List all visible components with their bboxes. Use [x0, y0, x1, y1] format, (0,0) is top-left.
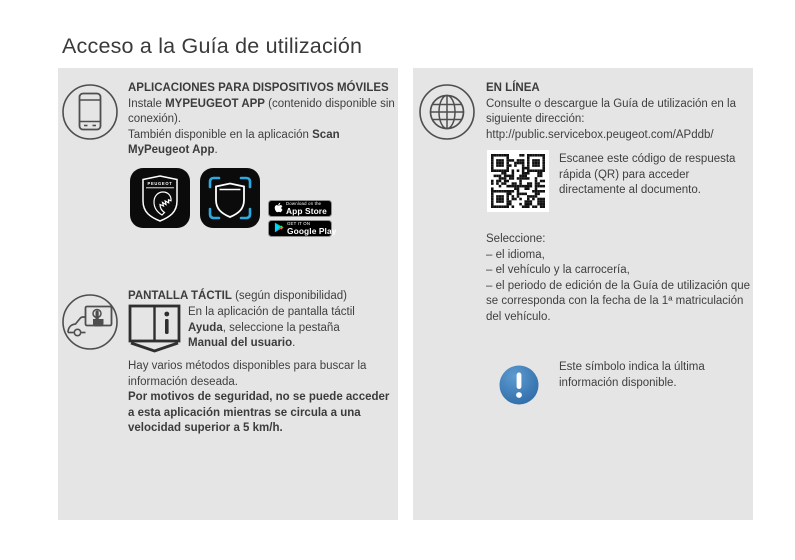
mobile-apps-text — [128, 81, 396, 159]
selection-item-language: – el idioma, — [486, 248, 545, 261]
qr-code — [487, 150, 549, 212]
selection-intro: Seleccione: — [486, 233, 546, 245]
mypeugeot-app-icon — [130, 168, 190, 228]
peugeot-wordmark: PEUGEOT — [147, 181, 173, 187]
panel-online — [413, 68, 753, 520]
install-line: Instale MYPEUGEOT APP (contenido disponible sin conexión). — [128, 97, 395, 126]
panel-mobile-apps — [58, 68, 398, 520]
qr-caption: Escanee este código de respuesta rápida (QR) para acceder directamente al documento. — [559, 153, 736, 197]
google-play-icon — [274, 220, 284, 238]
touchscreen-instructions: En la aplicación de pantalla táctil Ayuda, seleccione la pestaña Manual del usuario. — [188, 306, 355, 350]
google-play-tagline: GET IT ON — [287, 220, 311, 226]
online-text — [486, 81, 748, 143]
app-store-tagline: Download on the — [286, 200, 322, 206]
mobile-apps-heading: APLICACIONES PARA DISPOSITIVOS MÓVILES — [128, 82, 389, 94]
touchscreen-heading: PANTALLA TÁCTIL (según disponibilidad) — [128, 290, 347, 302]
scan-mypeugeot-app-icon — [200, 168, 260, 228]
selection-list — [486, 232, 752, 326]
selection-item-vehicle: – el vehículo y la carrocería, — [486, 264, 630, 277]
app-store-label: App Store — [286, 205, 327, 216]
online-line: Consulte o descargue la Guía de utilización en la siguiente dirección: — [486, 97, 736, 126]
page-title: Acceso a la Guía de utilización — [62, 34, 363, 58]
app-store-badge[interactable] — [268, 200, 332, 217]
also-line: También disponible en la aplicación Scan MyPeugeot App. — [128, 128, 340, 157]
smartphone-icon — [61, 83, 119, 141]
online-heading: EN LÍNEA — [486, 82, 540, 94]
google-play-badge[interactable] — [268, 220, 337, 237]
user-manual-book-icon — [128, 304, 181, 358]
servicebox-url[interactable]: http://public.servicebox.peugeot.com/APddb/ — [486, 128, 714, 141]
car-touchscreen-icon — [61, 293, 119, 351]
google-play-label: Google Play — [287, 225, 337, 236]
globe-icon — [418, 83, 476, 141]
apple-icon — [274, 200, 283, 218]
search-methods-line: Hay varios métodos disponibles para buscar la información deseada. — [128, 360, 367, 388]
safety-warning: Por motivos de seguridad, no se puede acceder a esta aplicación mientras se circula a una velocidad superior a 5 km/h. — [128, 391, 390, 435]
search-methods-text — [128, 359, 398, 437]
latest-info-text: Este símbolo indica la última información disponible. — [559, 361, 705, 389]
latest-info-icon — [498, 364, 540, 411]
selection-item-edition: – el periodo de edición de la Guía de utilización que se corresponda con la fecha de la 1ª matriculación del vehículo. — [486, 279, 751, 323]
